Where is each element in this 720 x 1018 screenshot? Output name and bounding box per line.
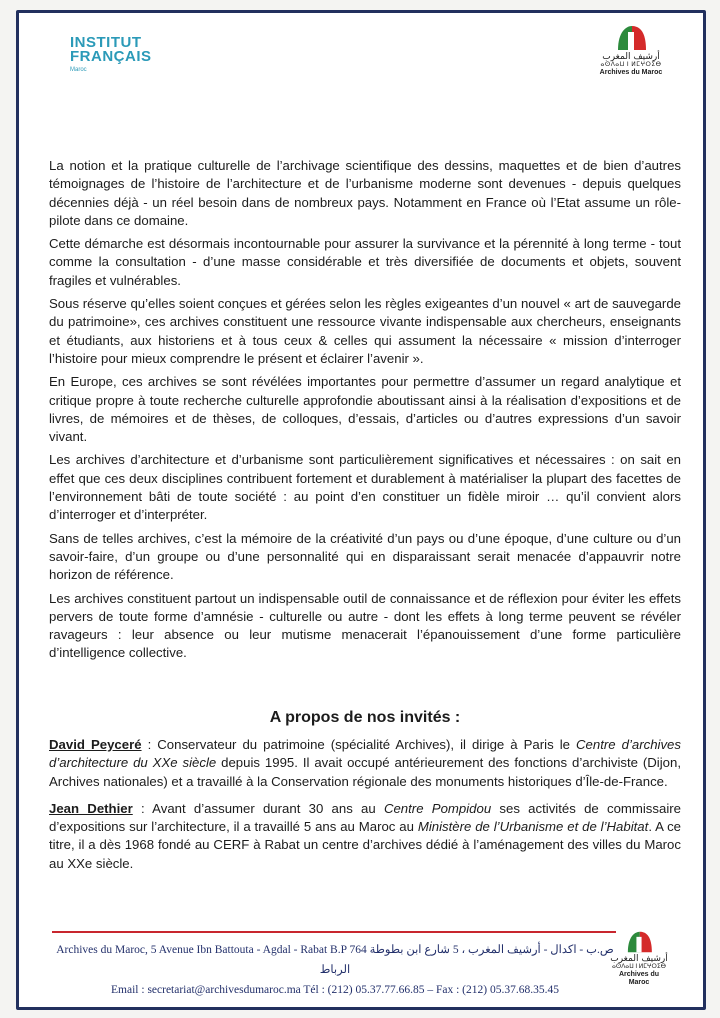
guest-bio-text: : Avant d’assumer durant 30 ans au	[132, 800, 384, 816]
paragraph-4: En Europe, ces archives se sont révélées importantes pour permettre d’assumer un regard analytique et critique propre à toute recherche culturelle approfondie aboutissant ainsi à la réalisation d’expositions et de livres, de mémoires et de thèses, de colloques, d’essais, d’articles ou d’autres expressions d’un savoir vivant.	[49, 374, 681, 445]
guest-name: Jean Dethier	[49, 800, 133, 816]
logo-arabic-text: أرشيف المغرب	[602, 52, 660, 62]
logo-line-1: INSTITUT	[70, 34, 142, 51]
paragraph-5: Les archives d’architecture et d’urbanisme sont particulièrement significatives et nécessaires : on sait en effet que ces deux disciplines contribuent fortement et durablement à matérialiser la plupart des facettes de l’environnement bâti de toute société : au point d’en constituer un fidèle miroir … qu’il convient alors d’interroger et d’interpréter.	[49, 452, 681, 523]
institut-francais-logo	[70, 36, 152, 74]
logo-tifinagh-text: ⴰⵙⴷⴰⵡ ⵏ ⵍⵎⵖⵔⵉⴱ	[600, 62, 662, 68]
guest-bio-text: depuis 1995. Il avait occupé antérieurement des fonctions d’archiviste (Dijon, Archives nationales) et a travaillé à la Conservation régionale des monuments historiques d’Île-de-France.	[49, 755, 681, 789]
archives-emblem-icon	[614, 24, 648, 52]
paragraph-1: La notion et la pratique culturelle de l’archivage scientifique des dessins, maquettes et de bien d’autres témoignages de l’histoire de l’architecture et de l’urbanisme moderne sont devenues - depuis quelques décennies déjà - un réel besoin dans de nombreux pays. Notamment en France où l’Etat assume un rôle-pilote dans ce domaine.	[49, 158, 681, 228]
guest-bio-dethier	[49, 800, 681, 873]
footer-divider	[52, 931, 616, 933]
logo-line-2: FRANÇAIS	[70, 48, 152, 65]
guest-bio-text: . A ce titre, il a dès 1968 fondé au CERF à Rabat un centre d’archives dédié à l’aménagement des villes du Maroc au XXe siècle.	[49, 819, 681, 871]
footer-archives-logo	[608, 930, 670, 987]
guest-name: David Peyceré	[49, 737, 142, 752]
paragraph-6: Sans de telles archives, c’est la mémoire de la créativité d’un pays ou d’une époque, d’une culture ou d’un savoir-faire, d’un groupe ou d’une personnalité qui en disparaissant serait menacée d’appauvrir notre horizon de référence.	[49, 530, 681, 583]
logo-tifinagh-text: ⴰⵙⴷⴰⵡ ⵏ ⵍⵎⵖⵔⵉⴱ	[612, 964, 666, 970]
archives-du-maroc-logo	[596, 24, 666, 77]
guest-bio-italic: Ministère de l’Urbanisme et de l’Habitat	[417, 819, 649, 835]
guest-bio-text: : Conservateur du patrimoine (spécialité Archives), il dirige à Paris le	[141, 737, 576, 752]
archives-emblem-icon	[624, 930, 654, 954]
guests-section	[49, 736, 681, 882]
guest-bio-italic: Centre d’archives d’architecture du XXe siècle	[49, 737, 681, 771]
paragraph-3: Sous réserve qu’elles soient conçues et gérées selon les règles exigeantes d’un nouvel « art de sauvegarde du patrimoine», ces archives constituent une ressource vivante indispensable aux chercheurs, enseignants et étudiants, aux historiens et à tous ceux & celles qui assument la nécessaire « mission d’interroger l’histoire pour mieux comprendre le présent et éclairer l’avenir ».	[49, 296, 681, 366]
body-text	[49, 157, 681, 668]
logo-arabic-text: أرشيف المغرب	[610, 954, 668, 964]
logo-french-text: Archives du Maroc	[599, 69, 663, 76]
paragraph-2: Cette démarche est désormais incontournable pour assurer la survivance et la pérennité à long terme - tout comme la consultation - d’une masse considérable et très diversifiée de documents et objets, souvent fragiles et vulnérables.	[49, 236, 681, 288]
logo-subtitle: Maroc	[70, 67, 87, 73]
guest-bio-italic: Centre Pompidou	[383, 800, 492, 816]
guest-bio-text: ses activités de commissaire d’expositions sur l’architecture, il a travaillé 5 ans au Maroc au	[49, 800, 681, 835]
footer-contact: Email : secretariat@archivesdumaroc.ma Tél : (212) 05.37.77.66.85 – Fax : (212) 05.37.68.35.45	[111, 984, 559, 996]
footer	[40, 940, 630, 1000]
footer-address: Archives du Maroc, 5 Avenue Ibn Battouta - Agdal - Rabat B.P 764 ص.ب - اكدال - أرشيف المغرب ، 5 شارع ابن بطوطة الرباط	[56, 944, 614, 976]
logo-french-text: Archives du Maroc	[618, 971, 660, 986]
paragraph-7: Les archives constituent partout un indispensable outil de connaissance et de réflexion pour éviter les effets pervers de toute forme d’amnésie - culturelle ou autre - dont les effets à long terme peuvent se révéler ravageurs : leur absence ou leur mutisme menacerait l’épanouissement d’une forme particulière d’intelligence collective.	[49, 590, 681, 661]
guests-section-title: A propos de nos invités :	[269, 709, 461, 726]
guest-bio-peycere	[49, 736, 681, 791]
